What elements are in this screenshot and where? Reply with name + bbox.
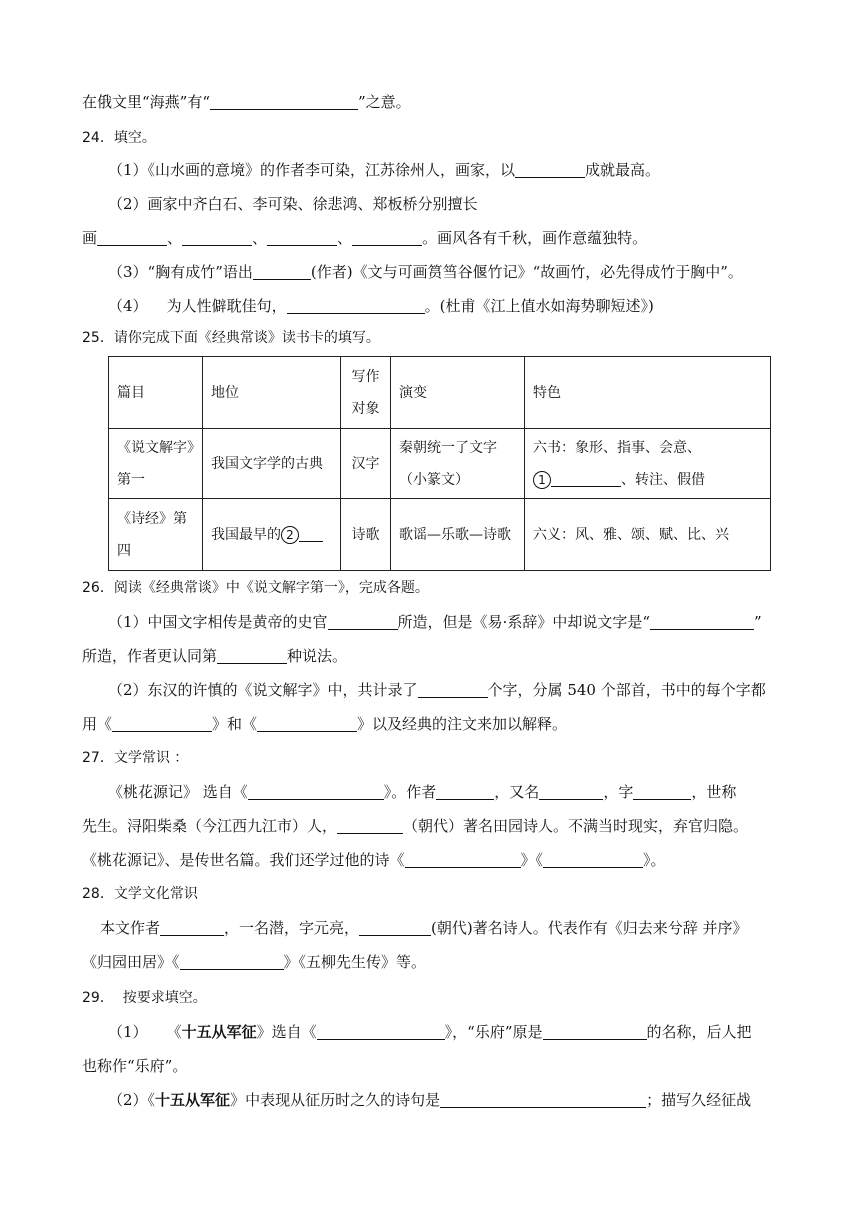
table-cell: 诗歌 <box>341 499 391 571</box>
answer-blank[interactable] <box>539 783 603 800</box>
answer-blank[interactable] <box>182 229 252 246</box>
answer-blank[interactable] <box>210 93 358 110</box>
q26-part2-cont: 用《 》和《 》以及经典的注文来加以解释。 <box>82 715 568 733</box>
answer-blank[interactable] <box>337 817 403 834</box>
answer-blank[interactable] <box>317 1023 445 1040</box>
table-cell: 六书：象形、指事、会意、 1 、转注、假借 <box>525 429 771 499</box>
reading-card-table <box>108 356 771 571</box>
answer-blank[interactable] <box>180 953 284 970</box>
answer-blank[interactable] <box>359 919 431 936</box>
q24-part2: （2）画家中齐白石、李可染、徐悲鸿、郑板桥分别擅长 <box>108 195 478 213</box>
q28-line1: 本文作者 ，一名潜，字元亮， (朝代)著名诗人。代表作有《归去来兮辞 并序》 <box>100 919 748 937</box>
answer-blank[interactable] <box>299 525 323 542</box>
q27-line1: 《桃花源记》 选自《 》。作者 ，又名 ，字 ，世称 <box>108 783 737 801</box>
answer-blank[interactable] <box>418 681 488 698</box>
answer-blank[interactable] <box>436 783 494 800</box>
q27-line3: 《桃花源记》、是传世名篇。我们还学过他的诗《 》《 》。 <box>82 851 666 869</box>
header-cell: 特色 <box>525 357 771 429</box>
answer-blank[interactable] <box>248 783 384 800</box>
answer-blank[interactable] <box>650 613 754 630</box>
answer-blank[interactable] <box>352 229 422 246</box>
q24-part3: （3）“胸有成竹”语出 (作者)《文与可画筼筜谷偃竹记》“故画竹，必先得成竹于胸中”。 <box>108 263 743 281</box>
text: ”之意。 <box>358 93 411 111</box>
table-cell: 《说文解字》第一 <box>109 429 203 499</box>
q26-part1: （1）中国文字相传是黄帝的史官 所造，但是《易·系辞》中却说文字是“ ” <box>108 613 762 631</box>
q28-line2: 《归园田居》《 》《五柳先生传》等。 <box>82 953 427 971</box>
continuation-line <box>82 92 411 112</box>
answer-blank[interactable] <box>112 715 212 732</box>
table-cell: 《诗经》第四 <box>109 499 203 571</box>
q27-line2: 先生。浔阳柴桑（今江西九江市）人， （朝代）著名田园诗人。不满当时现实，弃官归隐。 <box>82 817 749 835</box>
circled-number-1: 1 <box>533 471 551 489</box>
question-26-title: 26．阅读《经典常谈》中《说文解字第一》，完成各题。 <box>82 580 429 596</box>
table-header-row <box>109 357 771 429</box>
table-cell: 歌谣—乐歌—诗歌 <box>391 499 525 571</box>
table-cell: 我国文字学的古典 <box>203 429 341 499</box>
table-row <box>109 499 771 571</box>
q29-part1: （1） 《十五从军征》选自《 》，“乐府”原是 的名称，后人把 <box>108 1023 752 1041</box>
header-cell: 演变 <box>391 357 525 429</box>
q29-part1-cont: 也称作“乐府”。 <box>82 1057 188 1075</box>
question-27-title: 27．文学常识 ： <box>82 750 189 766</box>
question-28-title: 28．文学文化常识 <box>82 886 198 902</box>
answer-blank[interactable] <box>515 161 585 178</box>
answer-blank[interactable] <box>328 613 398 630</box>
answer-blank[interactable] <box>543 1023 647 1040</box>
answer-blank[interactable] <box>440 1091 646 1108</box>
answer-blank[interactable] <box>267 229 337 246</box>
answer-blank[interactable] <box>287 297 425 314</box>
table-cell: 汉字 <box>341 429 391 499</box>
table-cell: 六义：风、雅、颂、赋、比、兴 <box>525 499 771 571</box>
table-cell: 我国最早的 2 <box>203 499 341 571</box>
answer-blank[interactable] <box>551 470 621 487</box>
table-row <box>109 429 771 499</box>
header-cell: 地位 <box>203 357 341 429</box>
answer-blank[interactable] <box>217 647 287 664</box>
q29-part2: （2）《十五从军征》中表现从征历时之久的诗句是 ；描写久经征战 <box>108 1091 752 1109</box>
table-cell: 秦朝统一了文字（小篆文） <box>391 429 525 499</box>
q24-part4: （4） 为人性僻耽佳句， 。(杜甫《江上值水如海势聊短述》) <box>108 297 654 315</box>
answer-blank[interactable] <box>160 919 224 936</box>
q24-part2-cont: 画 、 、 、 。画风各有千秋，画作意蕴独特。 <box>82 229 648 247</box>
header-cell: 篇目 <box>109 357 203 429</box>
answer-blank[interactable] <box>633 783 691 800</box>
q24-part1: （1）《山水画的意境》的作者李可染，江苏徐州人，画家，以 成就最高。 <box>108 161 661 179</box>
text: 在俄文里“海燕”有“ <box>82 93 211 111</box>
answer-blank[interactable] <box>253 263 311 280</box>
header-cell: 写作对象 <box>341 357 391 429</box>
circled-number-2: 2 <box>281 526 299 544</box>
answer-blank[interactable] <box>97 229 167 246</box>
q26-part1-cont: 所造，作者更认同第 种说法。 <box>82 647 348 665</box>
answer-blank[interactable] <box>543 851 643 868</box>
question-29-title: 29． 按要求填空。 <box>82 990 207 1006</box>
question-24-title: 24．填空。 <box>82 130 156 146</box>
answer-blank[interactable] <box>257 715 357 732</box>
answer-blank[interactable] <box>405 851 521 868</box>
question-25-title: 25．请你完成下面《经典常谈》读书卡的填写。 <box>82 330 380 346</box>
q26-part2: （2）东汉的许慎的《说文解字》中，共计录了 个字，分属 540 个部首，书中的每个字都 <box>108 681 766 699</box>
